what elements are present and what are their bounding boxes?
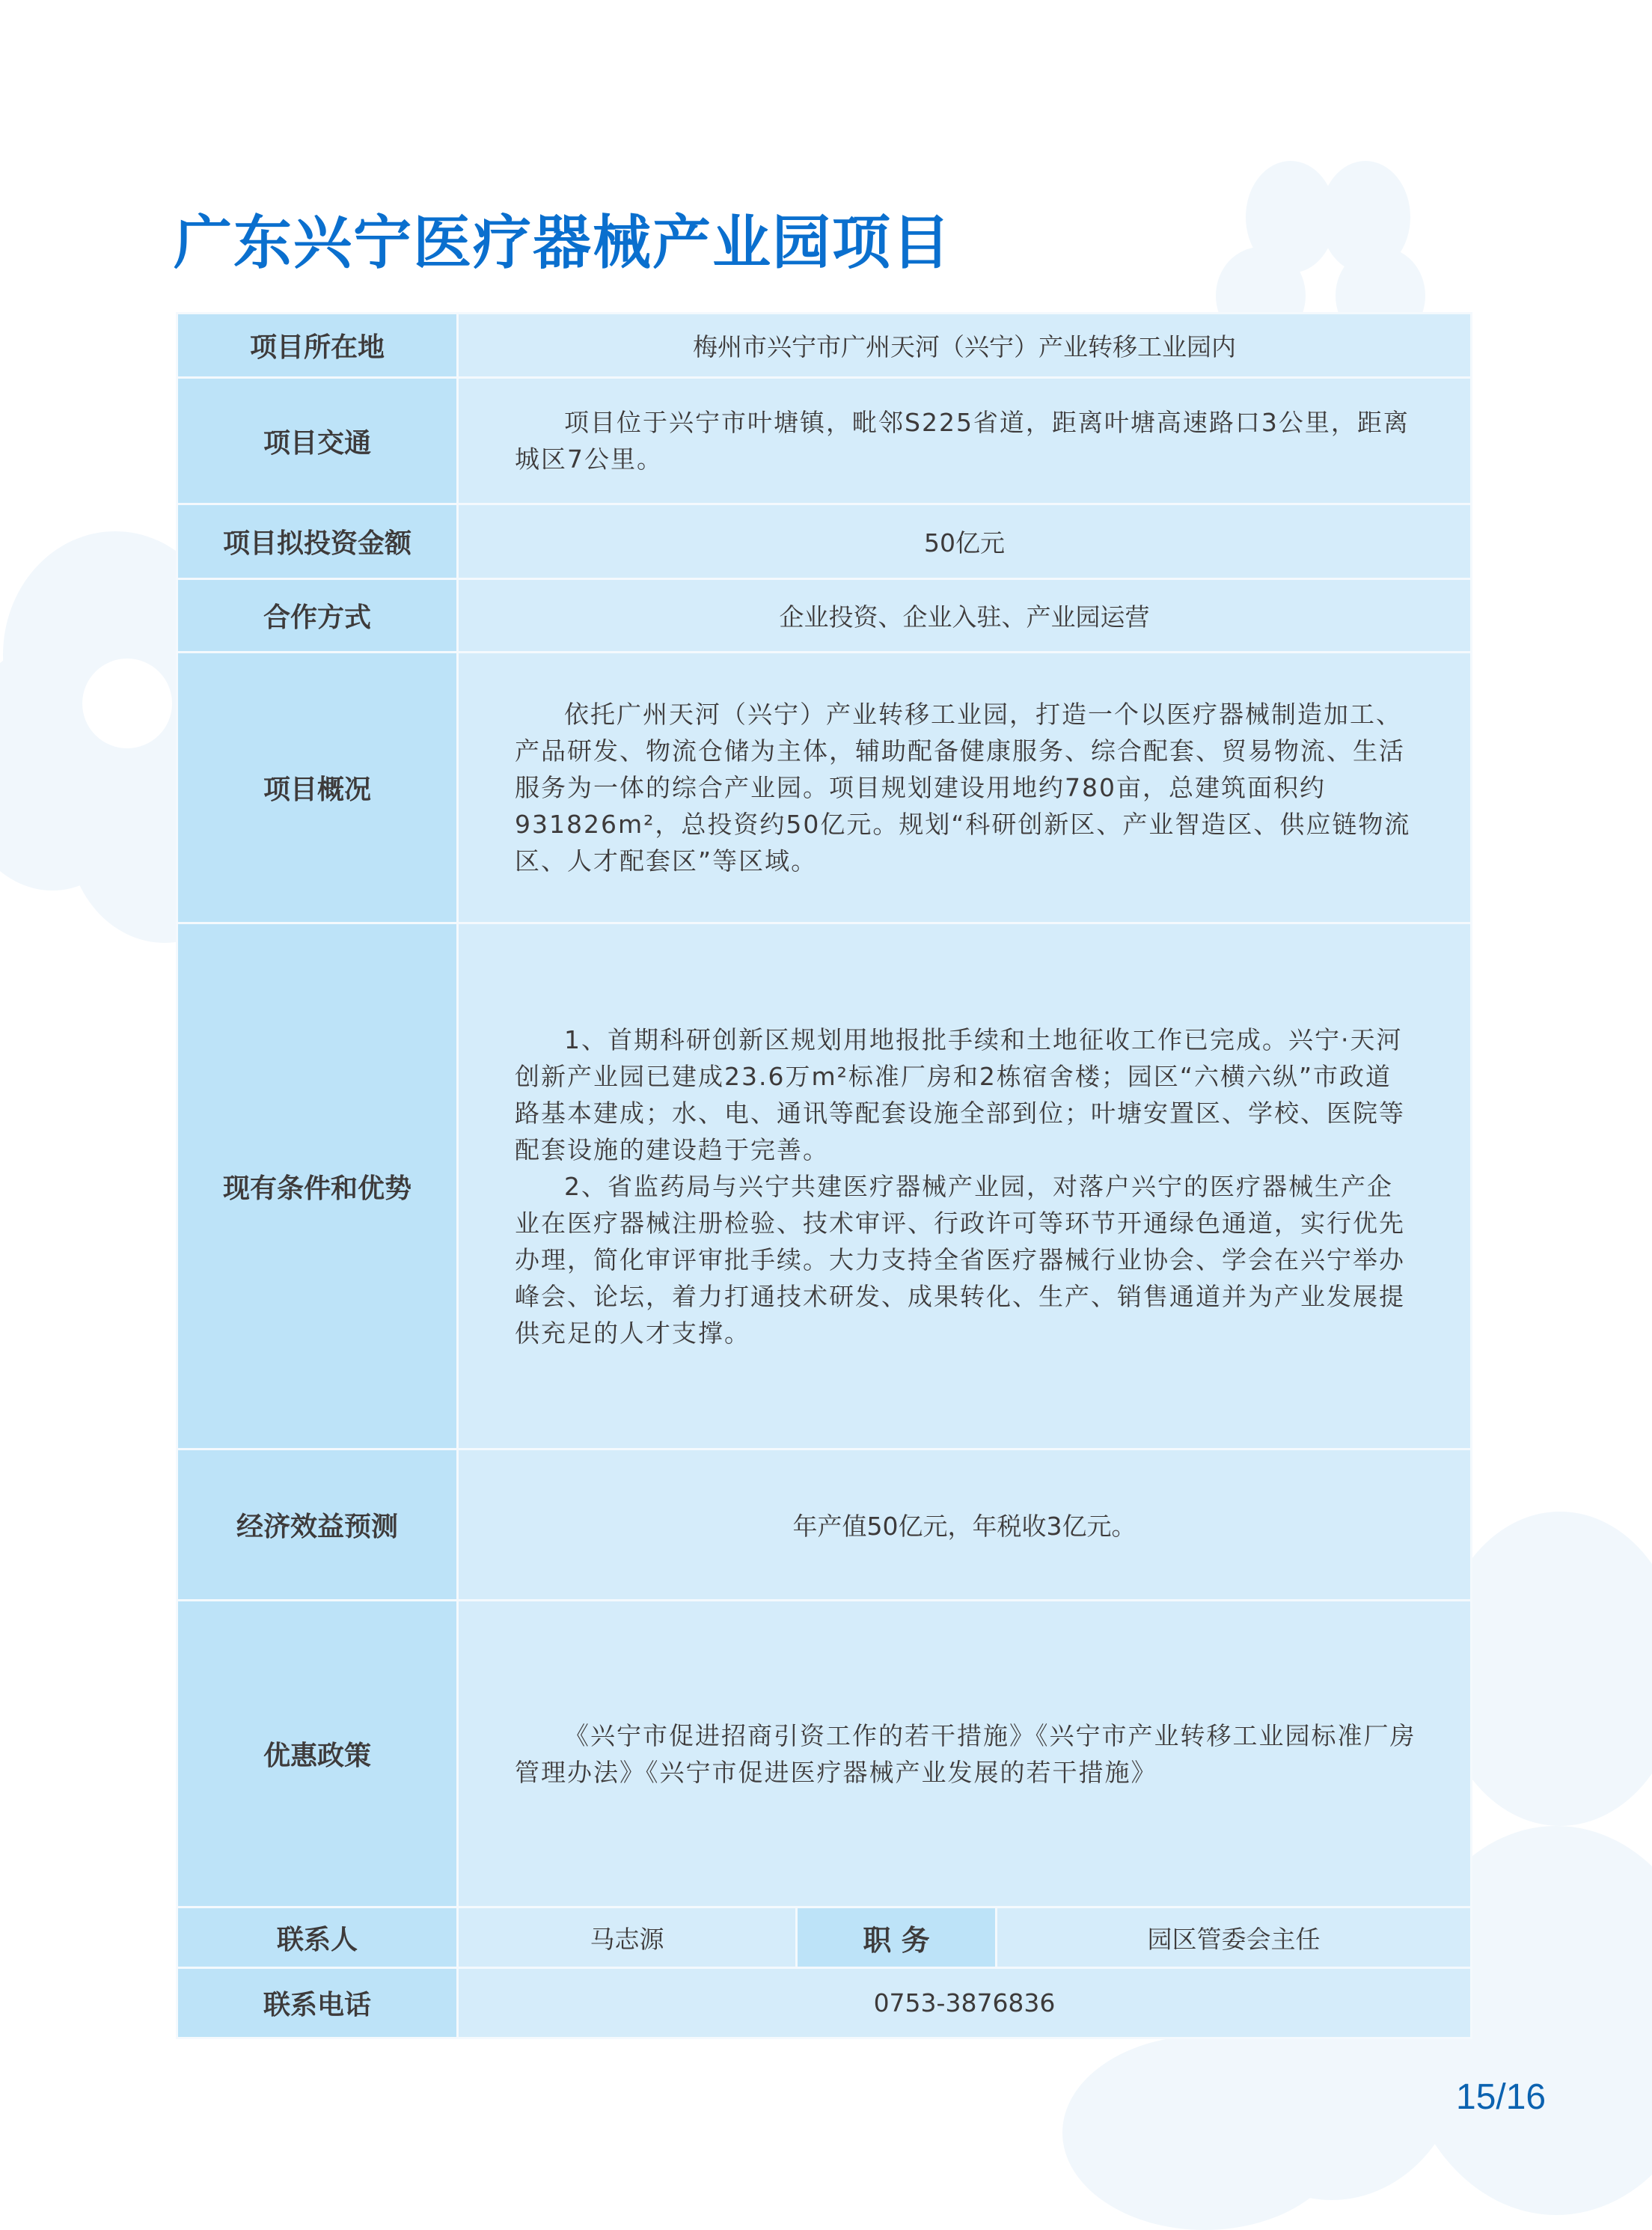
- label-policy: 优惠政策: [177, 1601, 458, 1907]
- value-overview: [458, 653, 1472, 923]
- value-contact-name: 马志源: [458, 1907, 797, 1968]
- value-position: 园区管委会主任: [997, 1907, 1472, 1968]
- table-row-cooperation: [177, 579, 1472, 653]
- table-row-advantages: [177, 923, 1472, 1450]
- label-benefit: 经济效益预测: [177, 1450, 458, 1601]
- table-row-benefit: [177, 1450, 1472, 1601]
- table-row-traffic: [177, 378, 1472, 504]
- label-overview: 项目概况: [177, 653, 458, 923]
- label-location: 项目所在地: [177, 314, 458, 378]
- label-traffic: 项目交通: [177, 378, 458, 504]
- label-phone: 联系电话: [177, 1968, 458, 2038]
- value-cooperation: 企业投资、企业入驻、产业园运营: [458, 579, 1472, 653]
- value-policy: [458, 1601, 1472, 1907]
- label-position: 职 务: [797, 1907, 997, 1968]
- value-advantages: [458, 923, 1472, 1450]
- value-location: 梅州市兴宁市广州天河（兴宁）产业转移工业园内: [458, 314, 1472, 378]
- advantage-paragraph-1: 1、首期科研创新区规划用地报批手续和土地征收工作已完成。兴宁·天河创新产业园已建成23.6万m²标准厂房和2栋宿舍楼；园区“六横六纵”市政道路基本建成；水、电、通讯等配套设施全部到位；叶塘安置区、学校、医院等配套设施的建设趋于完善。: [515, 1024, 1405, 1164]
- value-traffic: [458, 378, 1472, 504]
- label-investment: 项目拟投资金额: [177, 504, 458, 579]
- label-advantages: 现有条件和优势: [177, 923, 458, 1450]
- table-row-contact: [177, 1907, 1472, 1968]
- table-row-policy: [177, 1601, 1472, 1907]
- overview-text: 依托广州天河（兴宁）产业转移工业园，打造一个以医疗器械制造加工、产品研发、物流仓储为主体，辅助配备健康服务、综合配套、贸易物流、生活服务为一体的综合产业园。项目规划建设用地约780亩，总建筑面积约931826m²，总投资约50亿元。规划“科研创新区、产业智造区、供应链物流区、人才配套区”等区域。: [515, 700, 1411, 876]
- advantage-paragraph-2: 2、省监药局与兴宁共建医疗器械产业园，对落户兴宁的医疗器械生产企业在医疗器械注册检验、技术审评、行政许可等环节开通绿色通道，实行优先办理，简化审评审批手续。大力支持全省医疗器械行业协会、学会在兴宁举办峰会、论坛，着力打通技术研发、成果转化、生产、销售通道并为产业发展提供充足的人才支撑。: [515, 1171, 1405, 1348]
- value-investment: 50亿元: [458, 504, 1472, 579]
- table-row-investment: [177, 504, 1472, 579]
- traffic-text: 项目位于兴宁市叶塘镇，毗邻S225省道，距离叶塘高速路口3公里，距离城区7公里。: [515, 408, 1410, 474]
- page-number: 15/16: [1456, 2077, 1547, 2117]
- project-info-table: [176, 312, 1472, 2039]
- table-row-overview: [177, 653, 1472, 923]
- table-row-location: [177, 314, 1472, 378]
- value-benefit: 年产值50亿元，年税收3亿元。: [458, 1450, 1472, 1601]
- table-row-phone: [177, 1968, 1472, 2038]
- value-phone: 0753-3876836: [458, 1968, 1472, 2038]
- policy-text: 《兴宁市促进招商引资工作的若干措施》《兴宁市产业转移工业园标准厂房管理办法》《兴宁市促进医疗器械产业发展的若干措施》: [515, 1720, 1416, 1787]
- label-cooperation: 合作方式: [177, 579, 458, 653]
- page-title: 广东兴宁医疗器械产业园项目: [174, 210, 952, 277]
- label-contact: 联系人: [177, 1907, 458, 1968]
